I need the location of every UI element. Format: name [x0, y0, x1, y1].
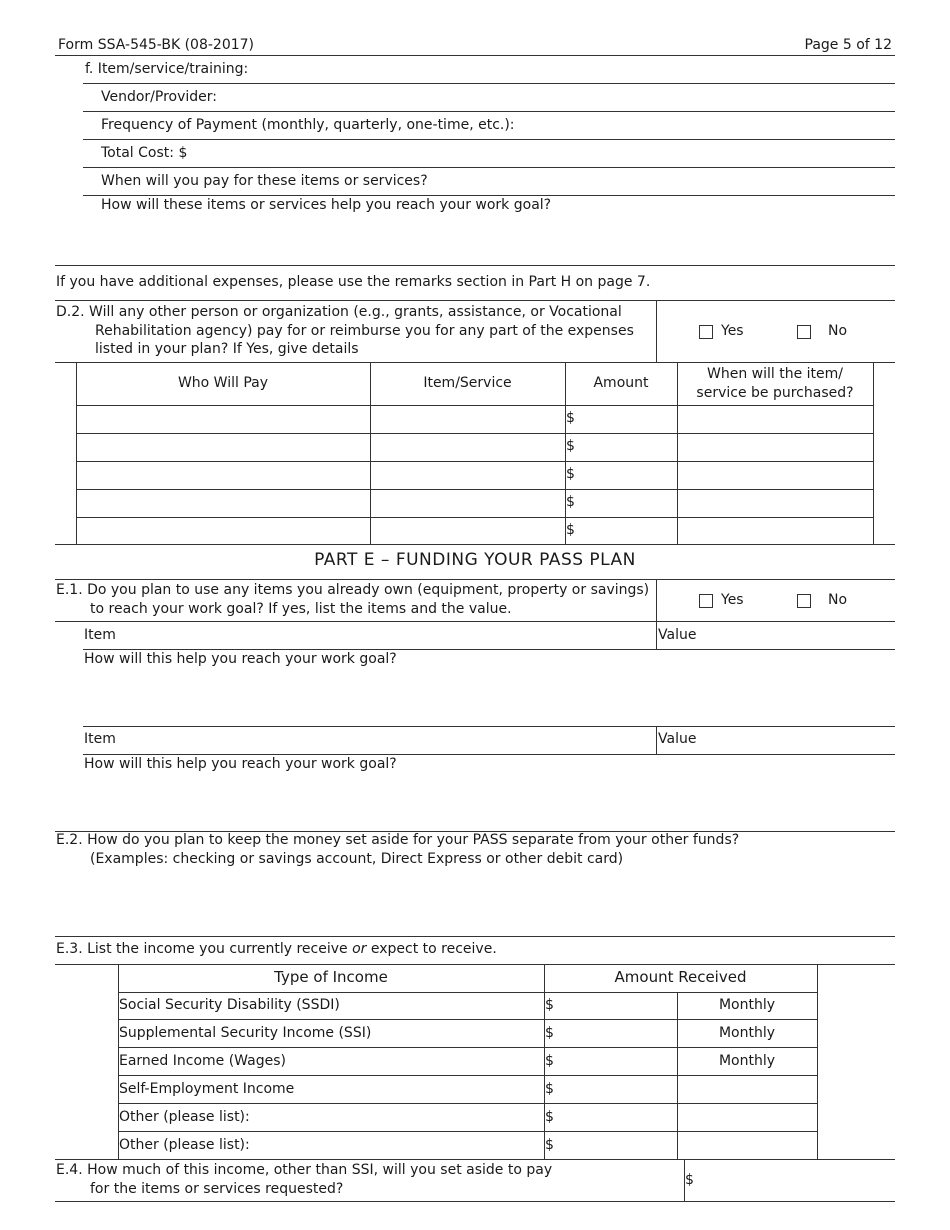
- col-header-when-line1: When will the item/: [707, 366, 843, 382]
- frequency-of-payment-field[interactable]: [510, 113, 895, 137]
- e1-question-line2: to reach your work goal? If yes, list the items and the value.: [90, 601, 512, 617]
- vendor-provider-field[interactable]: [225, 85, 895, 109]
- dollar-sign: $: [545, 1053, 554, 1069]
- e4-amount-field[interactable]: [697, 1161, 895, 1199]
- rule: [83, 167, 895, 168]
- income-freq-self-employment[interactable]: [678, 1076, 816, 1102]
- e3-or: or: [352, 941, 367, 957]
- e2-answer-field[interactable]: [55, 872, 895, 934]
- col-header-type-of-income: Type of Income: [274, 968, 388, 986]
- item-field-2[interactable]: [120, 727, 655, 753]
- amount-dollar-sign: $: [566, 522, 575, 538]
- how-help-label: How will this help you reach your work goal?: [84, 756, 397, 772]
- amount-dollar-sign: $: [566, 438, 575, 454]
- d2-yes-label: Yes: [721, 323, 744, 339]
- income-amount-other-2[interactable]: [556, 1132, 676, 1158]
- rule: [55, 1201, 895, 1202]
- e3-prefix: E.3. List the income you currently receive: [56, 941, 353, 957]
- col-header-item-service: Item/Service: [423, 375, 512, 391]
- dollar-sign: $: [545, 1025, 554, 1041]
- table-row[interactable]: [76, 406, 873, 433]
- item-service-training-field[interactable]: [250, 58, 895, 82]
- e1-yes-label: Yes: [721, 592, 744, 608]
- total-cost-field[interactable]: [195, 141, 895, 165]
- e4-question-line1: E.4. How much of this income, other than SSI, will you set aside to pay: [56, 1162, 553, 1178]
- income-freq: Monthly: [718, 1053, 776, 1069]
- d2-question-line1: D.2. Will any other person or organization (e.g., grants, assistance, or Vocational: [56, 304, 622, 320]
- e2-question-line2: (Examples: checking or savings account, Direct Express or other debit card): [90, 851, 624, 867]
- additional-expenses-note: If you have additional expenses, please use the remarks section in Part H on page 7.: [56, 274, 651, 290]
- table-row[interactable]: [76, 434, 873, 461]
- value-field-2[interactable]: [700, 727, 895, 753]
- how-help-field-2[interactable]: [83, 775, 895, 830]
- e3-suffix: expect to receive.: [366, 941, 497, 957]
- dollar-sign: $: [545, 1081, 554, 1097]
- rule: [55, 964, 895, 965]
- e2-question-line1: E.2. How do you plan to keep the money set aside for your PASS separate from your other funds?: [56, 832, 740, 848]
- rule: [55, 362, 895, 363]
- e4-question-line2: for the items or services requested?: [90, 1181, 344, 1197]
- d2-no-label: No: [828, 323, 848, 339]
- income-type-other-2: Other (please list):: [119, 1137, 250, 1153]
- page-number: Page 5 of 12: [804, 37, 892, 53]
- col-header-who-will-pay: Who Will Pay: [177, 375, 269, 391]
- divider: [656, 579, 657, 649]
- item-service-training-label: f. Item/service/training:: [85, 61, 249, 77]
- income-freq: Monthly: [718, 1025, 776, 1041]
- value-label: Value: [658, 627, 697, 643]
- amount-dollar-sign: $: [566, 410, 575, 426]
- item-label: Item: [84, 731, 116, 747]
- table-row[interactable]: [76, 490, 873, 517]
- dollar-sign: $: [545, 1137, 554, 1153]
- vendor-provider-label: Vendor/Provider:: [101, 89, 218, 105]
- d2-yes-checkbox[interactable]: [699, 325, 713, 339]
- income-amount-other-1[interactable]: [556, 1104, 676, 1130]
- header-rule: [55, 55, 895, 56]
- income-type-ssdi: Social Security Disability (SSDI): [119, 997, 340, 1013]
- dollar-sign: $: [545, 1109, 554, 1125]
- e1-no-checkbox[interactable]: [797, 594, 811, 608]
- col-header-amount-received: Amount Received: [614, 968, 747, 986]
- total-cost-label: Total Cost: $: [101, 145, 188, 161]
- divider: [656, 300, 657, 362]
- e1-question-line1: E.1. Do you plan to use any items you already own (equipment, property or savings): [56, 582, 650, 598]
- value-label: Value: [658, 731, 697, 747]
- income-type-earned: Earned Income (Wages): [119, 1053, 286, 1069]
- how-help-label: How will this help you reach your work goal?: [84, 651, 397, 667]
- income-amount-ssdi[interactable]: [556, 993, 676, 1019]
- item-label: Item: [84, 627, 116, 643]
- e3-question: [56, 940, 497, 958]
- income-amount-ssi[interactable]: [556, 1020, 676, 1046]
- amount-dollar-sign: $: [566, 466, 575, 482]
- divider: [656, 726, 657, 754]
- income-type-self-employment: Self-Employment Income: [119, 1081, 295, 1097]
- d2-question-line2: Rehabilitation agency) pay for or reimburse you for any part of the expenses: [95, 323, 634, 339]
- income-amount-earned[interactable]: [556, 1048, 676, 1074]
- how-help-label: How will these items or services help you reach your work goal?: [101, 197, 552, 213]
- income-freq: Monthly: [718, 997, 776, 1013]
- rule: [55, 1159, 895, 1160]
- income-amount-self-employment[interactable]: [556, 1076, 676, 1102]
- how-help-field-1[interactable]: [83, 670, 895, 725]
- income-other-1-field[interactable]: [250, 1104, 543, 1130]
- rule: [83, 83, 895, 84]
- e1-no-label: No: [828, 592, 848, 608]
- when-pay-label: When will you pay for these items or services?: [101, 173, 428, 189]
- rule: [55, 300, 895, 301]
- table-row[interactable]: [76, 518, 873, 544]
- col-header-amount: Amount: [593, 375, 649, 391]
- d2-no-checkbox[interactable]: [797, 325, 811, 339]
- frequency-of-payment-label: Frequency of Payment (monthly, quarterly, one-time, etc.):: [101, 117, 515, 133]
- when-pay-field[interactable]: [425, 169, 895, 193]
- income-other-2-field[interactable]: [250, 1132, 543, 1158]
- table-row[interactable]: [76, 462, 873, 489]
- form-id: Form SSA-545-BK (08-2017): [58, 37, 254, 53]
- rule: [55, 265, 895, 266]
- part-e-title: PART E – FUNDING YOUR PASS PLAN: [314, 550, 636, 570]
- how-help-field[interactable]: [83, 216, 895, 264]
- e1-yes-checkbox[interactable]: [699, 594, 713, 608]
- dollar-sign: $: [685, 1172, 694, 1188]
- rule: [83, 111, 895, 112]
- rule: [55, 936, 895, 937]
- income-type-other-1: Other (please list):: [119, 1109, 250, 1125]
- value-field-1[interactable]: [700, 622, 895, 648]
- rule: [83, 139, 895, 140]
- rule: [55, 579, 895, 580]
- d2-question-line3: listed in your plan? If Yes, give details: [95, 341, 359, 357]
- col-header-when-line2: service be purchased?: [696, 385, 854, 401]
- income-type-ssi: Supplemental Security Income (SSI): [119, 1025, 372, 1041]
- amount-dollar-sign: $: [566, 494, 575, 510]
- item-field-1[interactable]: [120, 622, 655, 648]
- rule: [55, 544, 895, 545]
- dollar-sign: $: [545, 997, 554, 1013]
